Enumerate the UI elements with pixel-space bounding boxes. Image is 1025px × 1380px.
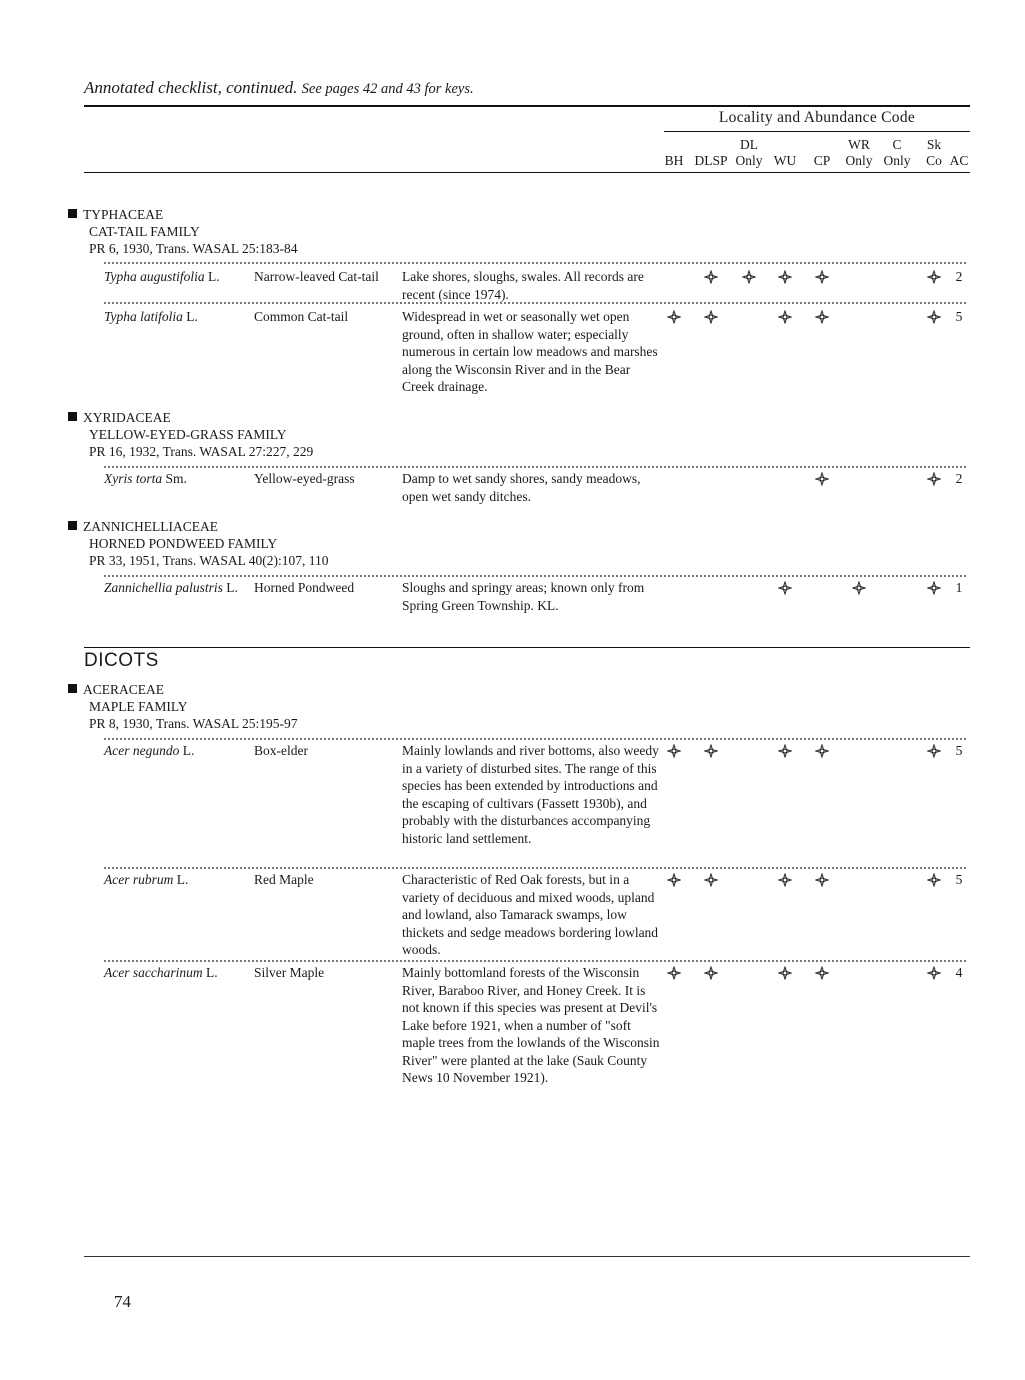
family-name-text: ZANNICHELLIACEAE	[83, 519, 218, 534]
column-header-rule	[84, 172, 970, 173]
locality-diamond-icon	[815, 744, 829, 758]
family-reference: PR 6, 1930, Trans. WASAL 25:183-84	[89, 241, 298, 256]
species-habitat: Characteristic of Red Oak forests, but in a variety of deciduous and mixed woods, upland and lowland, also Tamarack swamps, low thickets and sedge meadows bordering lowland woods.	[402, 872, 659, 957]
locality-diamond-icon	[927, 581, 941, 595]
family-name	[68, 409, 171, 426]
bullet-square-icon	[68, 521, 77, 530]
family-name	[68, 206, 163, 223]
locality-diamond-icon	[778, 310, 792, 324]
locality-diamond-icon	[778, 744, 792, 758]
species-author: L.	[205, 965, 218, 980]
family-reference: PR 8, 1930, Trans. WASAL 25:195-97	[89, 716, 298, 731]
species-binomial: Acer negundo	[104, 743, 180, 758]
species-scientific-name	[104, 579, 238, 597]
species-habitat: Sloughs and springy areas; known only from Spring Green Township. KL.	[402, 580, 645, 613]
column-header-line1: DL	[740, 137, 758, 152]
dotted-separator	[104, 302, 966, 304]
locality-diamond-icon	[778, 873, 792, 887]
locality-diamond-icon	[815, 310, 829, 324]
footer-rule	[84, 1256, 970, 1257]
family-name-text: ACERACEAE	[83, 682, 164, 697]
locality-diamond-icon	[778, 581, 792, 595]
locality-diamond-icon	[704, 270, 718, 284]
section-title: DICOTS	[84, 650, 159, 671]
species-binomial: Acer saccharinum	[104, 965, 203, 980]
locality-diamond-icon	[927, 270, 941, 284]
species-binomial: Acer rubrum	[104, 872, 174, 887]
locality-diamond-icon	[927, 966, 941, 980]
species-habitat: Mainly lowlands and river bottoms, also weedy in a variety of disturbed sites. The range of this species has been extended by introductions and the escaping of cultivars (Fassett 1930b), and probably with the disturbances accompanying historic land settlement.	[402, 743, 659, 846]
dotted-separator	[104, 738, 966, 740]
abundance-code: 5	[955, 309, 963, 324]
locality-diamond-icon	[704, 310, 718, 324]
locality-table-title: Locality and Abundance Code	[718, 109, 916, 126]
page-header	[84, 78, 474, 98]
locality-diamond-icon	[927, 472, 941, 486]
family-reference: PR 16, 1932, Trans. WASAL 27:227, 229	[89, 444, 314, 459]
dicots-rule	[84, 647, 970, 648]
abundance-code: 2	[955, 471, 963, 486]
column-header-line2: BH	[664, 153, 684, 168]
abundance-code: 5	[955, 872, 963, 887]
family-common-name: HORNED PONDWEED FAMILY	[89, 536, 278, 551]
species-binomial: Xyris torta	[104, 471, 163, 486]
family-reference: PR 33, 1951, Trans. WASAL 40(2):107, 110	[89, 553, 329, 568]
family-name	[68, 518, 218, 535]
species-binomial: Typha latifolia	[104, 309, 183, 324]
species-scientific-name	[104, 742, 194, 760]
locality-diamond-icon	[778, 270, 792, 284]
locality-diamond-icon	[778, 966, 792, 980]
family-common-name: YELLOW-EYED-GRASS FAMILY	[89, 427, 287, 442]
family-name-text: XYRIDACEAE	[83, 410, 171, 425]
species-scientific-name	[104, 268, 220, 286]
header-see-keys: See pages 42 and 43 for keys.	[301, 81, 474, 97]
column-header-line2: Only	[883, 153, 911, 168]
header-title: Annotated checklist, continued.	[84, 78, 298, 97]
species-scientific-name	[104, 871, 188, 889]
locality-diamond-icon	[852, 581, 866, 595]
dotted-separator	[104, 575, 966, 577]
bullet-square-icon	[68, 684, 77, 693]
species-scientific-name	[104, 964, 218, 982]
column-header-line2: Co	[926, 153, 942, 168]
locality-diamond-icon	[815, 270, 829, 284]
locality-diamond-icon	[742, 270, 756, 284]
locality-title-rule	[664, 131, 970, 132]
bullet-square-icon	[68, 209, 77, 218]
locality-diamond-icon	[667, 744, 681, 758]
dotted-separator	[104, 262, 966, 264]
species-common-name: Horned Pondweed	[254, 580, 355, 595]
family-name	[68, 681, 164, 698]
abundance-code: 4	[955, 965, 963, 980]
species-binomial: Zannichellia palustris	[104, 580, 223, 595]
locality-diamond-icon	[927, 310, 941, 324]
dotted-separator	[104, 960, 966, 962]
species-scientific-name	[104, 308, 198, 326]
family-common-name: CAT-TAIL FAMILY	[89, 224, 200, 239]
column-header-line2: WU	[773, 153, 797, 168]
species-author: L.	[182, 743, 195, 758]
bullet-square-icon	[68, 412, 77, 421]
species-common-name: Silver Maple	[254, 965, 325, 980]
locality-diamond-icon	[704, 744, 718, 758]
locality-diamond-icon	[667, 310, 681, 324]
species-common-name: Box-elder	[254, 743, 308, 758]
species-habitat: Lake shores, sloughs, swales. All records are recent (since 1974).	[402, 269, 644, 302]
column-header-line1: WR	[848, 137, 870, 152]
species-habitat: Damp to wet sandy shores, sandy meadows, open wet sandy ditches.	[402, 471, 641, 504]
species-common-name: Narrow-leaved Cat-tail	[254, 269, 379, 284]
species-common-name: Red Maple	[254, 872, 314, 887]
locality-diamond-icon	[704, 966, 718, 980]
dotted-separator	[104, 867, 966, 869]
column-header-line2: CP	[813, 153, 831, 168]
dotted-separator	[104, 466, 966, 468]
species-author: L.	[208, 269, 220, 284]
column-header-line2: Only	[735, 153, 763, 168]
family-common-name: MAPLE FAMILY	[89, 699, 188, 714]
species-common-name: Common Cat-tail	[254, 309, 349, 324]
species-habitat: Widespread in wet or seasonally wet open ground, often in shallow water; especially numerous in certain low meadows and marshes along the Wisconsin River and in the Bear Creek drainage.	[402, 309, 658, 394]
abundance-code: 1	[955, 580, 963, 595]
locality-diamond-icon	[667, 966, 681, 980]
page-number: 74	[114, 1292, 131, 1311]
abundance-code: 2	[955, 269, 963, 284]
column-header-line2: DLSP	[694, 153, 728, 168]
column-header-line2: Only	[845, 153, 873, 168]
species-habitat: Mainly bottomland forests of the Wisconsin River, Baraboo River, and Honey Creek. It is not known if this species was present at Devil's Lake before 1921, when a number of "soft maple trees from the lowlands of the Wisconsin River" were planted at the lake (Sauk County News 10 November 1921).	[402, 965, 660, 1085]
locality-diamond-icon	[815, 873, 829, 887]
column-header-line2: AC	[949, 153, 969, 168]
species-author: Sm.	[165, 471, 187, 486]
locality-diamond-icon	[667, 873, 681, 887]
locality-diamond-icon	[927, 744, 941, 758]
species-binomial: Typha augustifolia	[104, 269, 205, 284]
locality-diamond-icon	[704, 873, 718, 887]
species-common-name: Yellow-eyed-grass	[254, 471, 355, 486]
species-scientific-name	[104, 470, 187, 488]
column-header-line1: Sk	[926, 137, 942, 152]
column-header-line1: C	[892, 137, 902, 152]
species-author: L.	[176, 872, 189, 887]
family-name-text: TYPHACEAE	[83, 207, 164, 222]
abundance-code: 5	[955, 743, 963, 758]
species-author: L.	[186, 309, 198, 324]
header-rule	[84, 105, 970, 107]
locality-diamond-icon	[927, 873, 941, 887]
species-author: L.	[226, 580, 238, 595]
locality-diamond-icon	[815, 472, 829, 486]
locality-diamond-icon	[815, 966, 829, 980]
